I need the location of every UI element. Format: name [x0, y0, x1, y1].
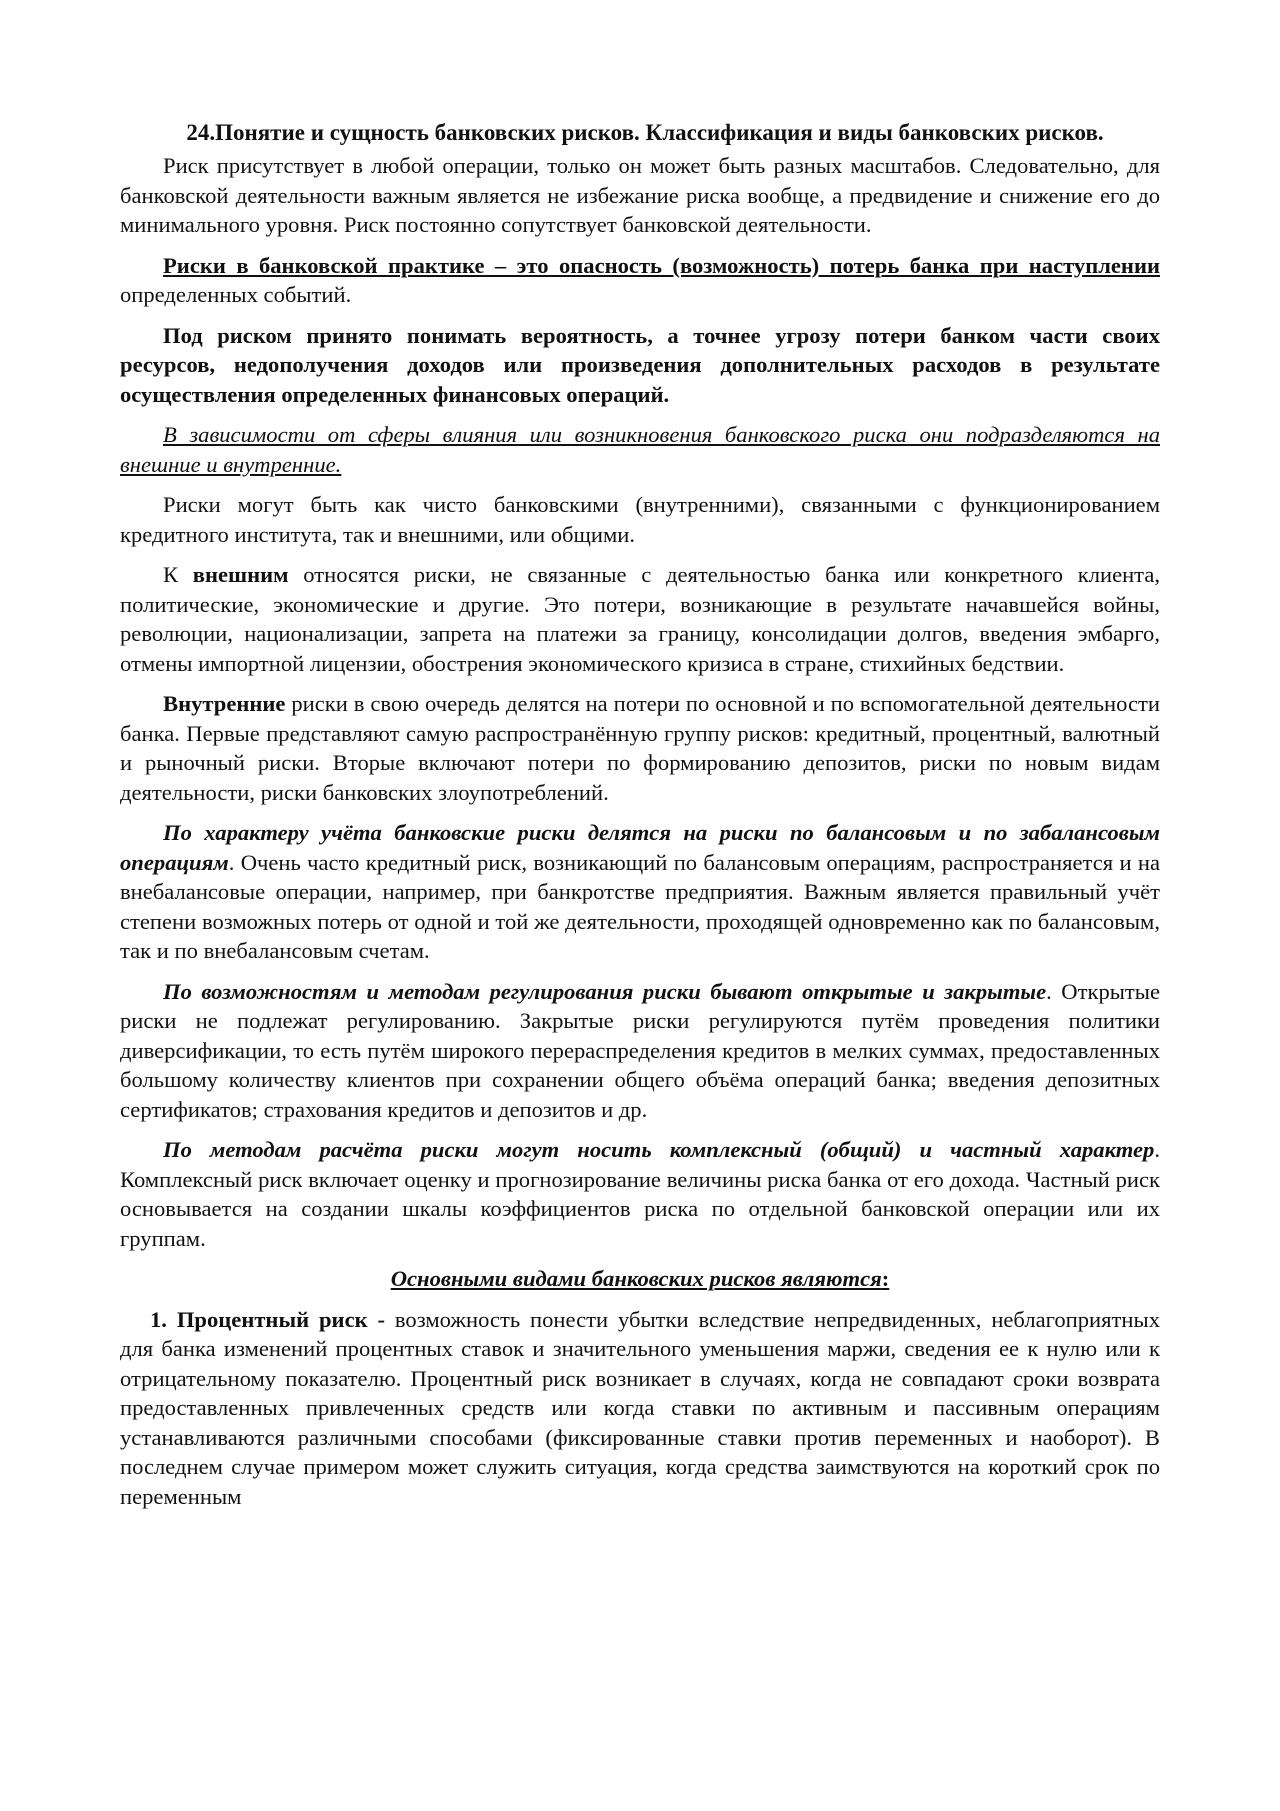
- paragraph-risk-meaning: Под риском принято понимать вероятность, а точнее угрозу потери банком части своих ресурсов, недополучения доходов или произведения дополнительных расходов в результате осуществления определенных финансовых операций.: [120, 322, 1160, 407]
- calculation-rest: . Комплексный риск включает оценку и прогнозирование величины риска банка от его дохода. Частный риск основывается на создании шкалы коэффициентов риска по отдельной банковской операции или их группам.: [120, 1137, 1160, 1251]
- section-heading: [120, 1264, 1160, 1294]
- item1-text: возможность понести убытки вследствие непредвиденных, неблагоприятных для банка изменений процентных ставок и значительного уменьшения маржи, сведения ее к нулю или к отрицательному показателю. Процентный риск возникает в случаях, когда не совпадают сроки возврата предоставленных привлеченных средств или когда ставки по активным и пассивным операциям устанавливаются различными способами (фиксированные ставки против переменных и наоборот). В последнем случае примером может служить ситуация, когда средства заимствуются на короткий срок по переменным: [120, 1306, 1160, 1509]
- calculation-bold-italic: По методам расчёта риски могут носить комплексный (общий) и частный характер: [163, 1137, 1155, 1162]
- paragraph-sphere: В зависимости от сферы влияния или возникновения банковского риска они подразделяются на внешние и внутренние.: [120, 422, 1160, 477]
- item1-dash: -: [367, 1306, 395, 1332]
- item1-label: 1. Процентный риск: [150, 1306, 368, 1332]
- internal-bold: Внутренние: [163, 691, 286, 716]
- external-rest: относятся риски, не связанные с деятельностью банка или конкретного клиента, политические, экономические и другие. Это потери, возникающие в результате начавшейся войны, революции, национализации, запрета на платежи за границу, консолидации долгов, введения эмбарго, отмены импортной лицензии, обострения экономического кризиса в стране, стихийных бедствии.: [120, 562, 1161, 676]
- external-bold: внешним: [192, 562, 289, 587]
- regulation-bold-italic: По возможностям и методам регулирования риски бывают открытые и закрытые: [163, 978, 1047, 1004]
- definition-bold: Риски в банковской практике – это опасность (возможность) потерь банка при наступлении: [163, 252, 1160, 278]
- regulation-rest: . Открытые риски не подлежат регулированию. Закрытые риски регулируются путём проведения политики диверсификации, то есть путём широкого перераспределения кредитов в мелких суммах, предоставленных большому количеству клиентов при сохранении общего объёма операций банка; введения депозитных сертификатов; страхования кредитов и депозитов и др.: [120, 978, 1160, 1122]
- paragraph-definition: [120, 251, 1160, 310]
- paragraph-external: [120, 560, 1160, 678]
- paragraph-calculation: [120, 1135, 1160, 1253]
- document-page: [120, 118, 1160, 1511]
- section-heading-text: Основными видами банковских рисков являются: [390, 1266, 882, 1291]
- accounting-rest: . Очень часто кредитный риск, возникающий по балансовым операциям, распространяется и на внебалансовые операции, например, при банкротстве предприятия. Важным является правильный учёт степени возможных потерь от одной и той же деятельности, проходящей одновременно как по балансовым, так и по внебалансовым счетам.: [120, 849, 1160, 963]
- accounting-bold-italic: По характеру учёта банковские риски делятся на риски по балансовым и по забалансовым операциям: [120, 820, 1160, 875]
- page-title: 24.Понятие и сущность банковских рисков. Классификация и виды банковских рисков.: [186, 120, 1104, 145]
- external-prefix: К: [163, 562, 193, 587]
- paragraph-banking-risks: Риски могут быть как чисто банковскими (внутренними), связанными с функционированием кредитного института, так и внешними, или общими.: [120, 492, 1160, 547]
- paragraph-intro: Риск присутствует в любой операции, только он может быть разных масштабов. Следовательно, для банковской деятельности важным является не избежание риска вообще, а предвидение и снижение его до минимального уровня. Риск постоянно сопутствует банковской деятельности.: [120, 153, 1160, 237]
- list-item-interest-risk: [120, 1305, 1160, 1512]
- definition-rest: определенных событий.: [120, 282, 352, 307]
- paragraph-accounting: [120, 818, 1160, 966]
- paragraph-internal: [120, 689, 1160, 807]
- section-heading-colon: :: [881, 1266, 890, 1291]
- internal-rest: риски в свою очередь делятся на потери по основной и по вспомогательной деятельности банка. Первые представляют самую распространённую группу рисков: кредитный, процентный, валютный и рыночный риски. Вторые включают потери по формированию депозитов, риски по новым видам деятельности, риски банковских злоупотреблений.: [120, 691, 1160, 805]
- paragraph-regulation: [120, 977, 1160, 1125]
